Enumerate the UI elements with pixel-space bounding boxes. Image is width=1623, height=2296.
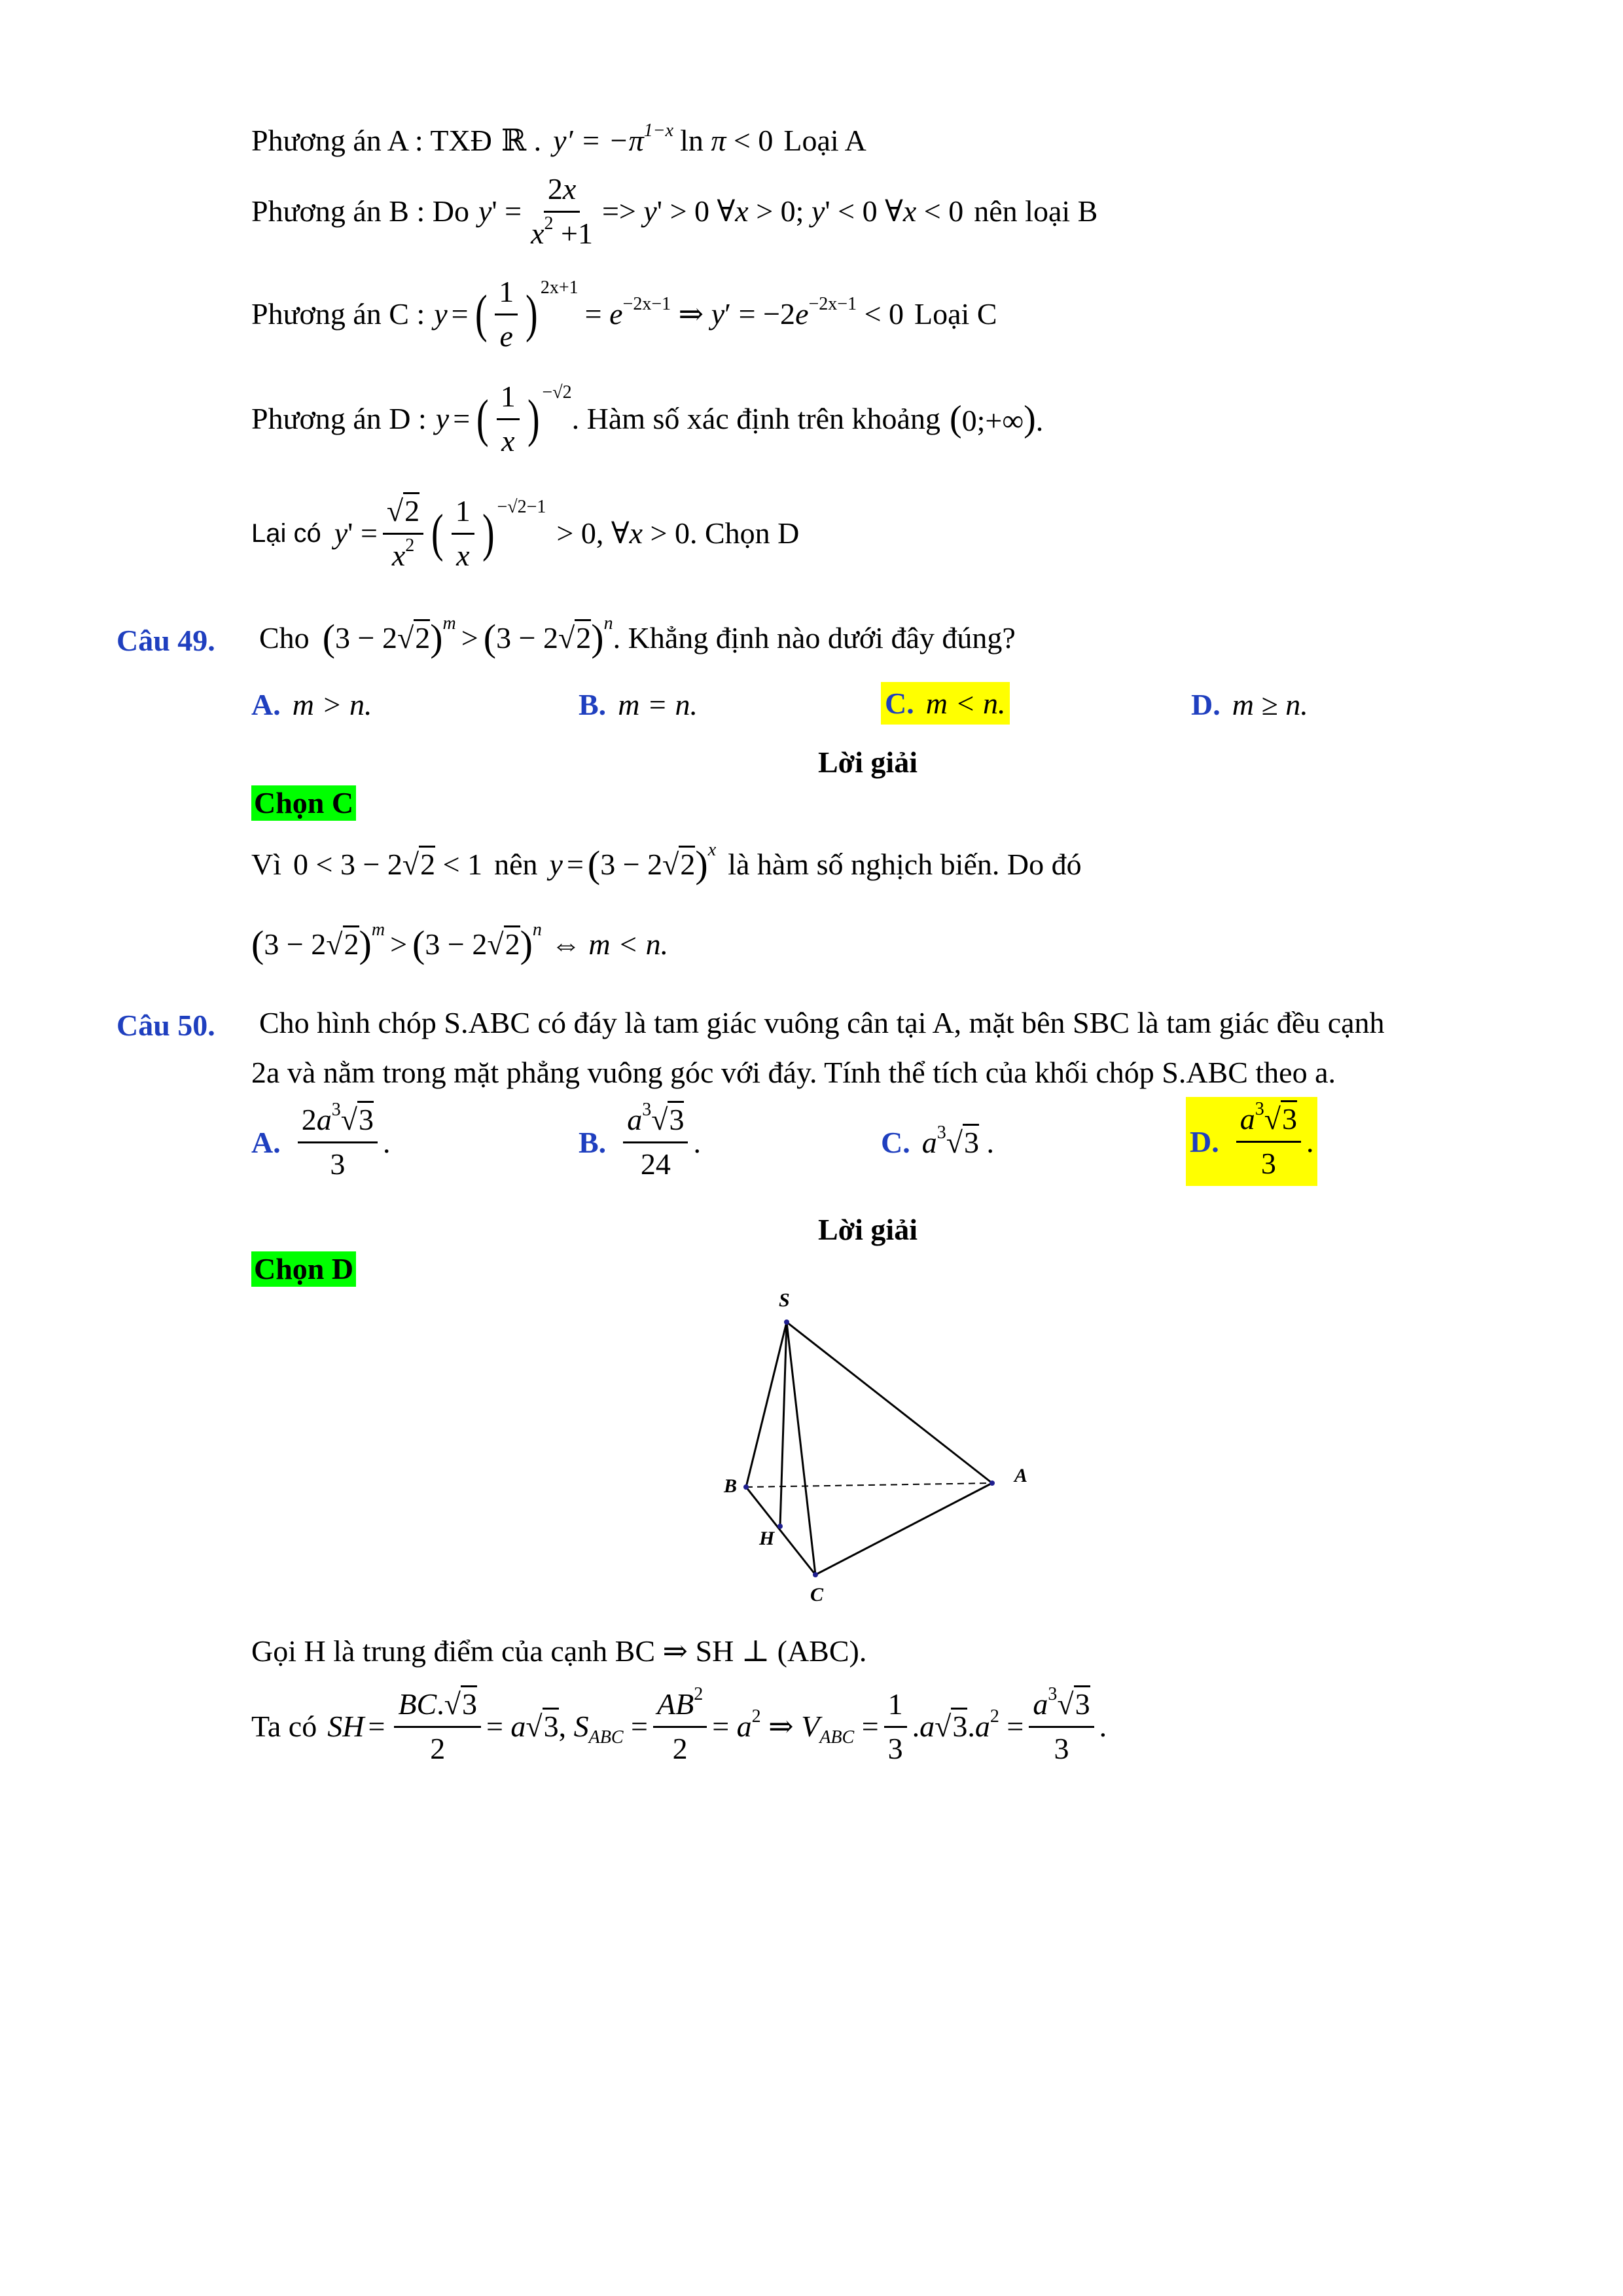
q49-solution-title: Lời giải (818, 745, 918, 779)
pyramid-figure (707, 1283, 1073, 1623)
option-c-prefix: Phương án C : (251, 297, 425, 331)
q50-option-c[interactable]: C. $a^3√3$ . (881, 1122, 994, 1159)
lai-co-label: Lại có (251, 519, 321, 548)
option-b-analysis: Phương án B : Do y ' = $\frac{2x}{x^2 +1}$ => y' > 0 ∀x > 0; y' < 0 ∀x < 0 nên loại B (251, 171, 1098, 250)
choose-d-note: . Chọn D (689, 516, 800, 550)
q49-option-c-correct[interactable]: C. m < n. (881, 682, 1010, 725)
q49-option-d[interactable]: D. m ≥ n. (1191, 688, 1308, 721)
option-a-prefix: Phương án A : TXĐ (251, 124, 492, 157)
option-d-analysis: Phương án D : y = ( $\frac{1}{x}$ ) $^{-√2}$ . Hàm số xác định trên khoảng (0;+∞). (251, 379, 1044, 457)
question-50-stem-line-1: Cho hình chóp S.ABC có đáy là tam giác vuông cân tại A, mặt bên SBC là tam giác đều cạnh (259, 1006, 1385, 1039)
q49-stem-suffix: . Khẳng định nào dưới đây đúng? (613, 621, 1016, 655)
option-b-prefix: Phương án B : Do (251, 194, 469, 228)
q49-stem-prefix: Cho (259, 621, 310, 655)
option-d-mid: . Hàm số xác định trên khoảng (571, 402, 940, 435)
question-50-stem-line-2: 2a và nằm trong mặt phẳng vuông góc với đáy. Tính thể tích của khối chóp S.ABC theo a. (251, 1056, 1336, 1089)
q49-option-b[interactable]: B. m = n. (579, 688, 698, 721)
question-49-number: Câu 49. (116, 624, 215, 657)
derivative-line: Lại có y ' = $\frac{√2}{x^2}$ ( $\frac{1}{x}$ ) $^{-√2-1}$ > 0, ∀x > 0 . Chọn D (251, 491, 799, 576)
q49-explain-2: ( 3 − 2√2 ) $^m$ > ( 3 − 2√2 ) $^n$ ⇔ m < n. (251, 920, 669, 965)
q50-chosen-answer: Chọn D (251, 1251, 356, 1287)
option-a-analysis: Phương án A : TXĐ ℝ . $y' = -\pi^{1-x}$ ln π < 0 Loại A (251, 120, 866, 157)
option-c-analysis: Phương án C : y = ( $\frac{1}{e}$ ) $^{2x+1}$ = $e^{-2x-1}$ ⇒ $y' = -2e^{-2x-1} < 0$ Loại C (251, 274, 997, 353)
option-c-end: Loại C (914, 297, 997, 331)
option-a-end: Loại A (783, 124, 866, 157)
q49-chosen-answer: Chọn C (251, 785, 356, 821)
q50-option-d-correct[interactable]: D. $\frac{a^3√3}{3}$ . (1186, 1097, 1317, 1186)
q49-explain-1: Vì 0 < 3 − 2√2 < 1 nên y = ( 3 − 2√2 ) $^x$ là hàm số nghịch biến. Do đó (251, 840, 1082, 886)
q50-option-b[interactable]: B. $\frac{a^3√3}{24}$ . (579, 1099, 701, 1181)
label-h: H (759, 1528, 775, 1549)
label-s: S (779, 1289, 790, 1311)
question-50-number: Câu 50. (116, 1009, 215, 1042)
option-b-end: nên loại B (974, 194, 1098, 228)
label-c: C (810, 1584, 824, 1605)
q49-option-a[interactable]: A. m > n. (251, 688, 372, 721)
q50-explain-2: Ta có SH = $\frac{BC.√3}{2}$ = a√3, $S_{ABC}$ = $\frac{AB^2}{2}$ = $a^2$ ⇒ $V_{ABC}$ = $\frac{1}{3}$ $.a√3.a^2$ = $\frac{a^3√3}{3}$ . (251, 1683, 1107, 1765)
option-d-prefix: Phương án D : (251, 402, 427, 435)
q50-explain-1: Gọi H là trung điểm của cạnh BC ⇒ SH ⊥ (ABC). (251, 1634, 867, 1668)
q50-solution-title: Lời giải (818, 1213, 918, 1246)
question-49-stem: Cho ( 3 − 2√2 ) $^m$ > ( 3 − 2√2 ) $^n$ . Khẳng định nào dưới đây đúng? (259, 613, 1016, 659)
q50-option-a[interactable]: A. $\frac{2a^3√3}{3}$ . (251, 1099, 391, 1181)
label-b: B (724, 1475, 738, 1497)
label-a: A (1014, 1465, 1028, 1486)
